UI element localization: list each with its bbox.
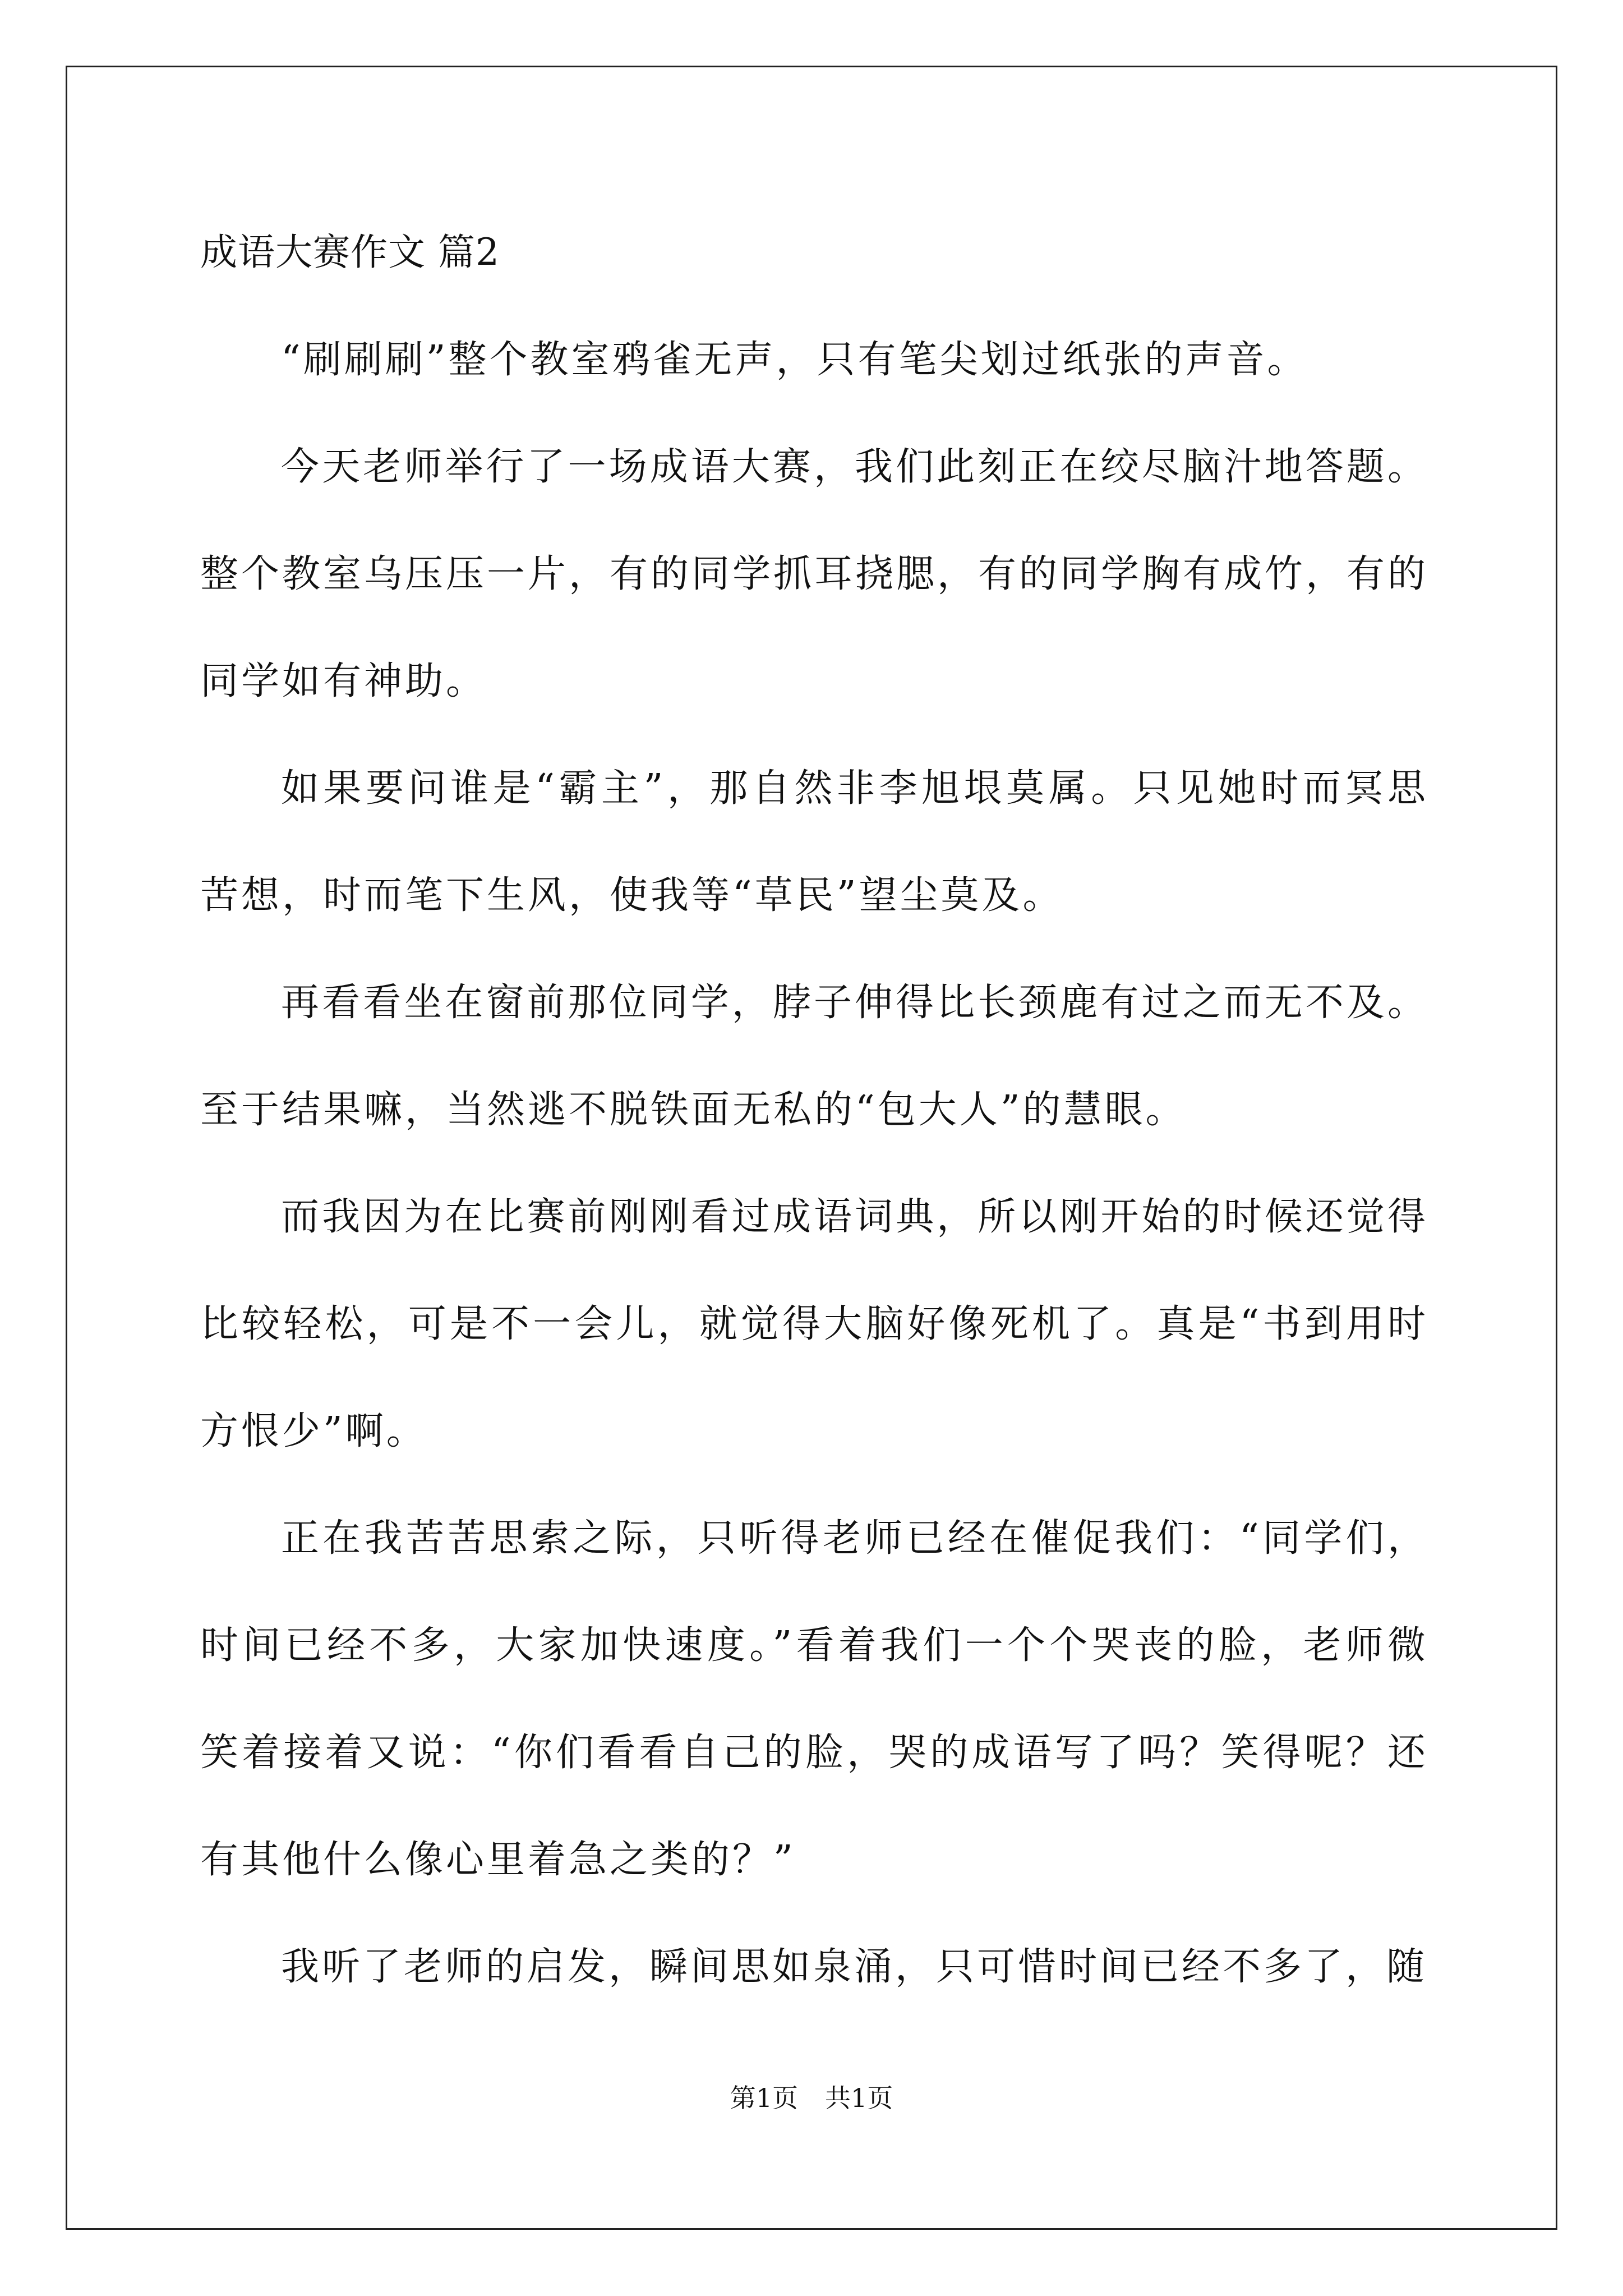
document-title: 成语大赛作文 篇2 — [200, 231, 500, 274]
page-footer — [0, 2081, 1623, 2115]
paragraph-7: 我听了老师的启发，瞬间思如泉涌，只可惜时间已经不多了，随 — [281, 1945, 1428, 1989]
paragraph-5: 而我因为在比赛前刚刚看过成语词典，所以刚开始的时候还觉得比较轻松，可是不一会儿，就觉得大脑好像死机了。真是“书到用时方恨少”啊。 — [200, 1195, 1428, 1453]
paragraph-3: 如果要问谁是“霸主”，那自然非李旭垠莫属。只见她时而冥思苦想，时而笔下生风，使我等“草民”望尘莫及。 — [200, 766, 1428, 918]
paragraph-1: “刷刷刷”整个教室鸦雀无声，只有笔尖划过纸张的声音。 — [281, 338, 1308, 382]
paragraph-4: 再看看坐在窗前那位同学，脖子伸得比长颈鹿有过之而无不及。至于结果嘛，当然逃不脱铁面无私的“包大人”的慧眼。 — [200, 981, 1428, 1132]
paragraph-2: 今天老师举行了一场成语大赛，我们此刻正在绞尽脑汁地答题。整个教室乌压压一片，有的同学抓耳挠腮，有的同学胸有成竹，有的同学如有神助。 — [200, 445, 1429, 703]
document-body — [200, 213, 1428, 2021]
page-total: 共1页 — [825, 2083, 893, 2113]
page-number: 第1页 — [730, 2083, 798, 2113]
paragraph-6: 正在我苦苦思索之际，只听得老师已经在催促我们：“同学们，时间已经不多，大家加快速度。”看着我们一个个哭丧的脸，老师微笑着接着又说：“你们看看自己的脸，哭的成语写了吗？笑得呢？还有其他什么像心里着急之类的？” — [200, 1516, 1429, 1882]
